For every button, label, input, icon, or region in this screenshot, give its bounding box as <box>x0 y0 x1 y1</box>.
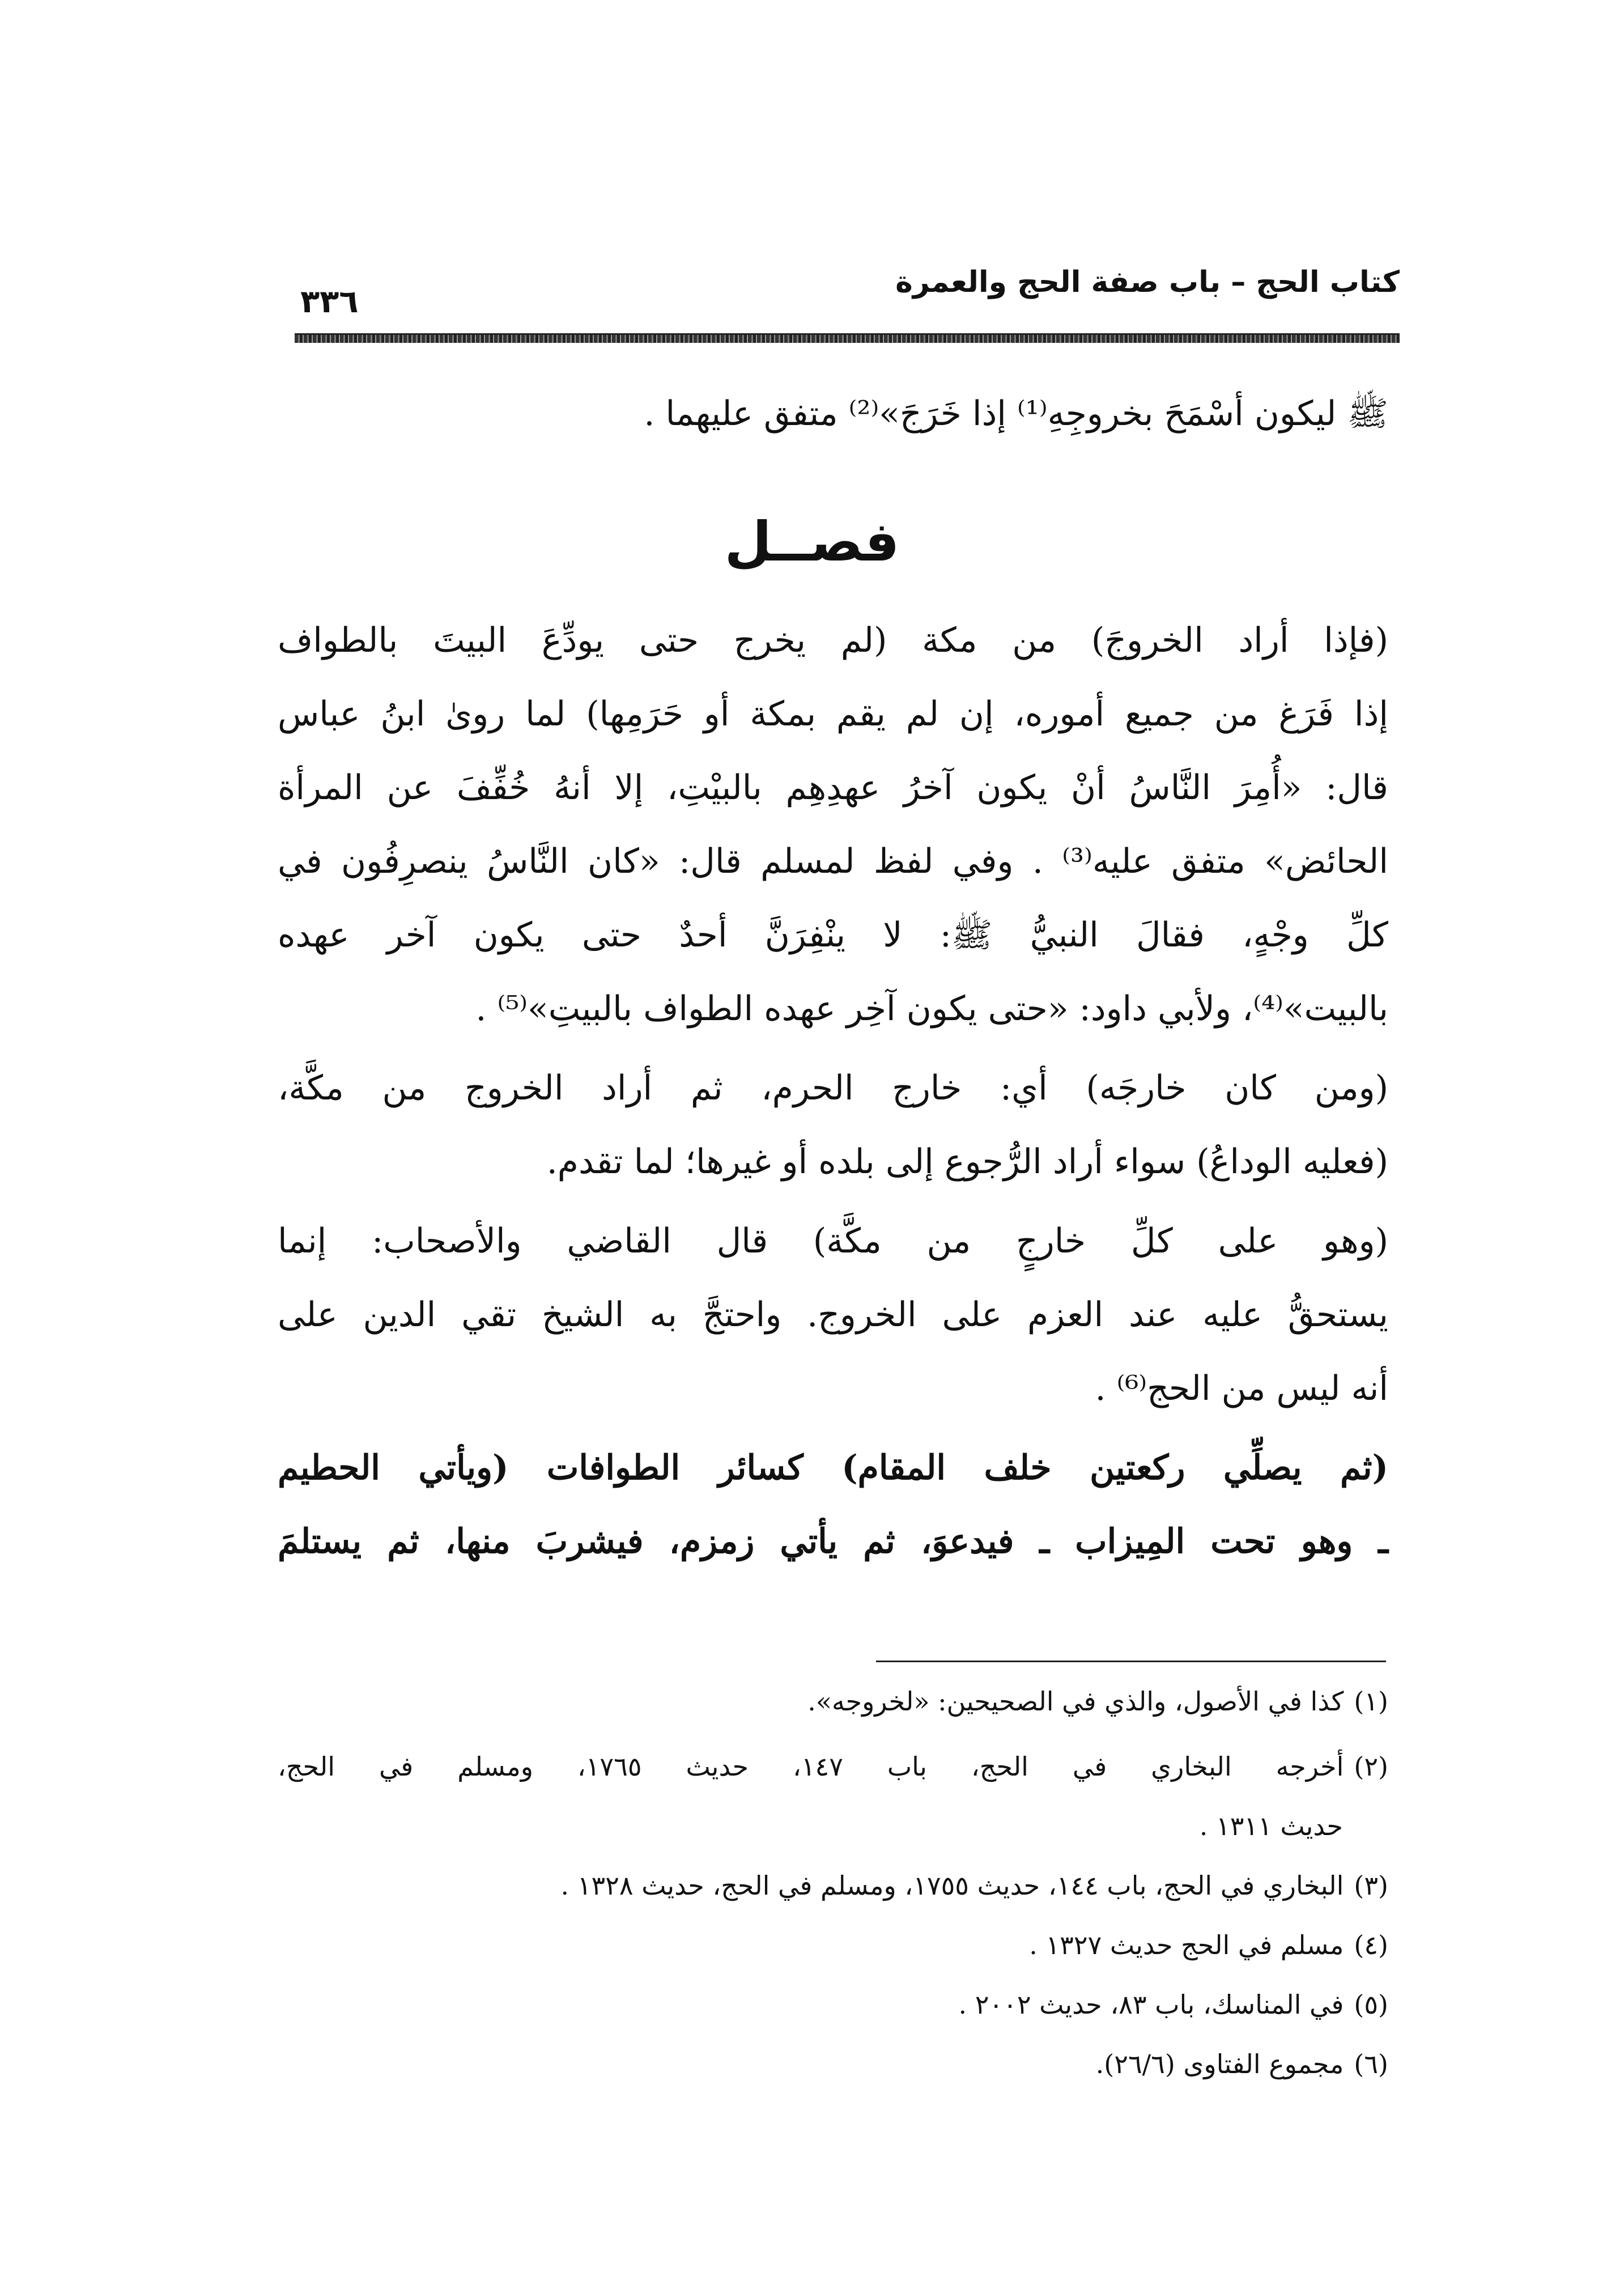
paragraph-2-line-2: (فعليه الوداعُ) سواء أراد الرُّجوع إلى بلده أو غيرها؛ لما تقدم. <box>546 1142 1388 1182</box>
footnote-5 <box>278 1989 1388 2020</box>
footnote-1 <box>278 1686 1388 1717</box>
footnote-5-text: في المناسك، باب ٨٣، حديث ٢٠٠٢ . <box>958 1989 1344 2020</box>
intro-line: ﷺ ليكون أسْمَحَ بخروجِهِ⁽¹⁾ إذا خَرَجَ»⁽²⁾ متفق عليهما . <box>644 394 1388 434</box>
footnote-2-continuation: حديث ١٣١١ . <box>1199 1811 1343 1841</box>
footnote-6-text: مجموع الفتاوى (٢٦/٦). <box>1095 2049 1344 2079</box>
paragraph-3-line-2: يستحقُّ عليه عند العزم على الخروج. واحتجَّ به الشيخ تقي الدين على <box>278 1295 1388 1335</box>
running-head <box>295 261 1400 323</box>
footnote-2 <box>278 1751 1388 1782</box>
footnote-1-text: كذا في الأصول، والذي في الصحيحين: «لخروجه». <box>807 1686 1344 1717</box>
footnote-3-number: (٣) <box>1354 1870 1388 1901</box>
footnote-4-number: (٤) <box>1354 1930 1388 1960</box>
footnote-rule <box>876 1661 1386 1662</box>
paragraph-1-line-2: إذا فَرَغ من جميع أموره، إن لم يقم بمكة أو حَرَمِها) لما روىٰ ابنُ عباس <box>278 694 1388 734</box>
footnote-6 <box>278 2049 1388 2079</box>
footnote-3 <box>278 1870 1388 1901</box>
paragraph-3-line-3: أنه ليس من الحج⁽⁶⁾ . <box>1095 1369 1388 1408</box>
paragraph-2-line-1: (ومن كان خارجَه) أي: خارج الحرم، ثم أراد الخروج من مكَّة، <box>278 1068 1388 1108</box>
paragraph-1-line-3: قال: «أُمِرَ النَّاسُ أنْ يكون آخرُ عهدِهِم بالبيْتِ، إلا أنهُ خُفِّفَ عن المرأة <box>278 768 1388 808</box>
footnote-4 <box>278 1930 1388 1960</box>
paragraph-4-line-1: (ثم يصلِّي ركعتين خلف المقام) كسائر الطوافات (ويأتي الحطيم <box>278 1448 1388 1488</box>
paragraph-1-line-6: بالبيت»⁽⁴⁾، ولأبي داود: «حتى يكون آخِر عهده الطواف بالبيتِ»⁽⁵⁾ . <box>475 989 1388 1029</box>
paragraph-3-line-1: (وهو على كلِّ خارجٍ من مكَّة) قال القاضي والأصحاب: إنما <box>278 1221 1388 1261</box>
section-heading: فصــل <box>724 510 900 574</box>
page-number: ٣٣٦ <box>300 283 359 320</box>
paragraph-1-line-1: (فإذا أراد الخروجَ) من مكة (لم يخرج حتى يودِّعَ البيتَ بالطواف <box>278 621 1388 660</box>
running-head-title: كتاب الحج – باب صفة الحج والعمرة <box>895 265 1400 299</box>
paragraph-1-line-4: الحائض» متفق عليه⁽³⁾ . وفي لفظ لمسلم قال: «كان النَّاسُ ينصرِفُون في <box>278 842 1388 881</box>
footnote-2-text: أخرجه البخاري في الحج، باب ١٤٧، حديث ١٧٦٥، ومسلم في الحج، <box>278 1751 1344 1782</box>
paragraph-1-line-5: كلِّ وجْهٍ، فقالَ النبيُّ ﷺ: لا ينْفِرَنَّ أحدٌ حتى يكون آخر عهده <box>278 915 1388 955</box>
header-rule <box>295 333 1400 343</box>
footnote-5-number: (٥) <box>1354 1989 1388 2020</box>
paragraph-4-line-2: ـ وهو تحت المِيزاب ـ فيدعوَ، ثم يأتي زمزم، فيشربَ منها، ثم يستلمَ <box>278 1522 1388 1561</box>
footnote-3-text: البخاري في الحج، باب ١٤٤، حديث ١٧٥٥، ومسلم في الحج، حديث ١٣٢٨ . <box>560 1870 1344 1901</box>
footnote-1-number: (١) <box>1354 1686 1388 1717</box>
footnote-6-number: (٦) <box>1354 2049 1388 2079</box>
footnote-2-number: (٢) <box>1354 1751 1388 1782</box>
footnote-4-text: مسلم في الحج حديث ١٣٢٧ . <box>1029 1930 1344 1960</box>
